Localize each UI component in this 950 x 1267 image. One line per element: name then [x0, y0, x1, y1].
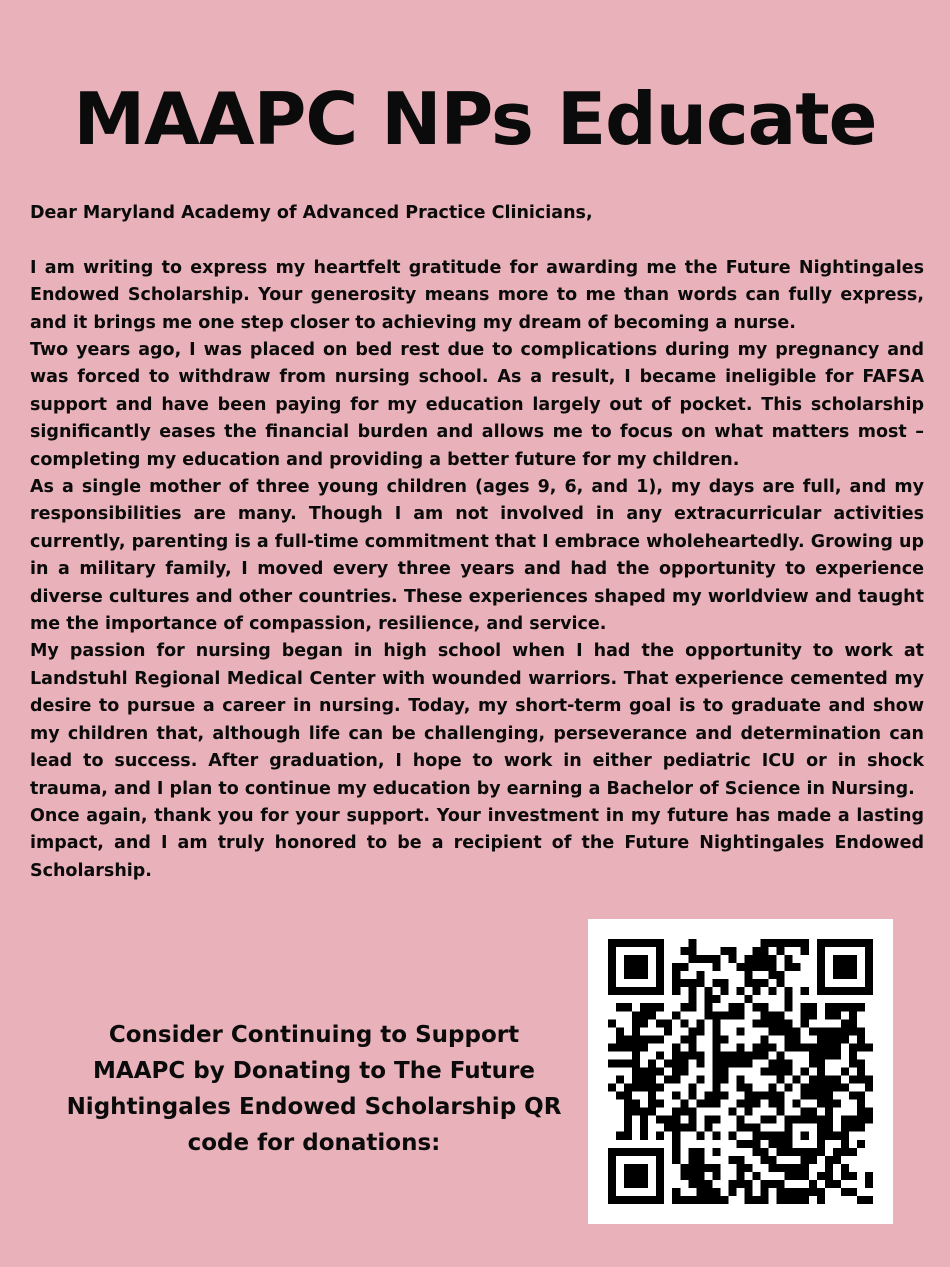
- letter-paragraph: I am writing to express my heartfelt gratitude for awarding me the Future Nightingales Endowed Scholarship. Your generosity means more to me than words can fully express, and it brings me one step closer to achieving my dream of becoming a nurse.: [30, 257, 924, 333]
- qr-modules: [608, 939, 873, 1204]
- letter-paragraph: As a single mother of three young children (ages 9, 6, and 1), my days are full, and my responsibilities are many. Though I am not involved in any extracurricular activities currently, parenting is a full-time commitment that I embrace wholeheartedly. Growing up in a military family, I moved every three years and had the opportunity to experience diverse cultures and other countries. These experiences shaped my worldview and taught me the importance of compassion, resilience, and service.: [30, 477, 924, 635]
- qr-code-icon[interactable]: [608, 939, 873, 1204]
- page-title: MAAPC NPs Educate: [73, 77, 877, 161]
- letter-body: [30, 200, 924, 885]
- letter-paragraph: Once again, thank you for your support. Your investment in my future has made a lasting impact, and I am truly honored to be a recipient of the Future Nightingales Endowed Scholarship.: [30, 805, 924, 881]
- donation-call-to-action: Consider Continuing to Support MAAPC by Donating to The Future Nightingales Endowed Scholarship QR code for donations:: [66, 1022, 562, 1156]
- donation-qr-code[interactable]: [588, 919, 893, 1224]
- letter-paragraph: My passion for nursing began in high school when I had the opportunity to work at Landstuhl Regional Medical Center with wounded warriors. That experience cemented my desire to pursue a career in nursing. Today, my short-term goal is to graduate and show my children that, although life can be challenging, perseverance and determination can lead to success. After graduation, I hope to work in either pediatric ICU or in shock trauma, and I plan to continue my education by earning a Bachelor of Science in Nursing.: [30, 641, 924, 799]
- letter-salutation: Dear Maryland Academy of Advanced Practice Clinicians,: [30, 203, 593, 223]
- letter-paragraph: Two years ago, I was placed on bed rest due to complications during my pregnancy and was forced to withdraw from nursing school. As a result, I became ineligible for FAFSA support and have been paying for my education largely out of pocket. This scholarship significantly eases the financial burden and allows me to focus on what matters most – completing my education and providing a better future for my children.: [30, 340, 924, 470]
